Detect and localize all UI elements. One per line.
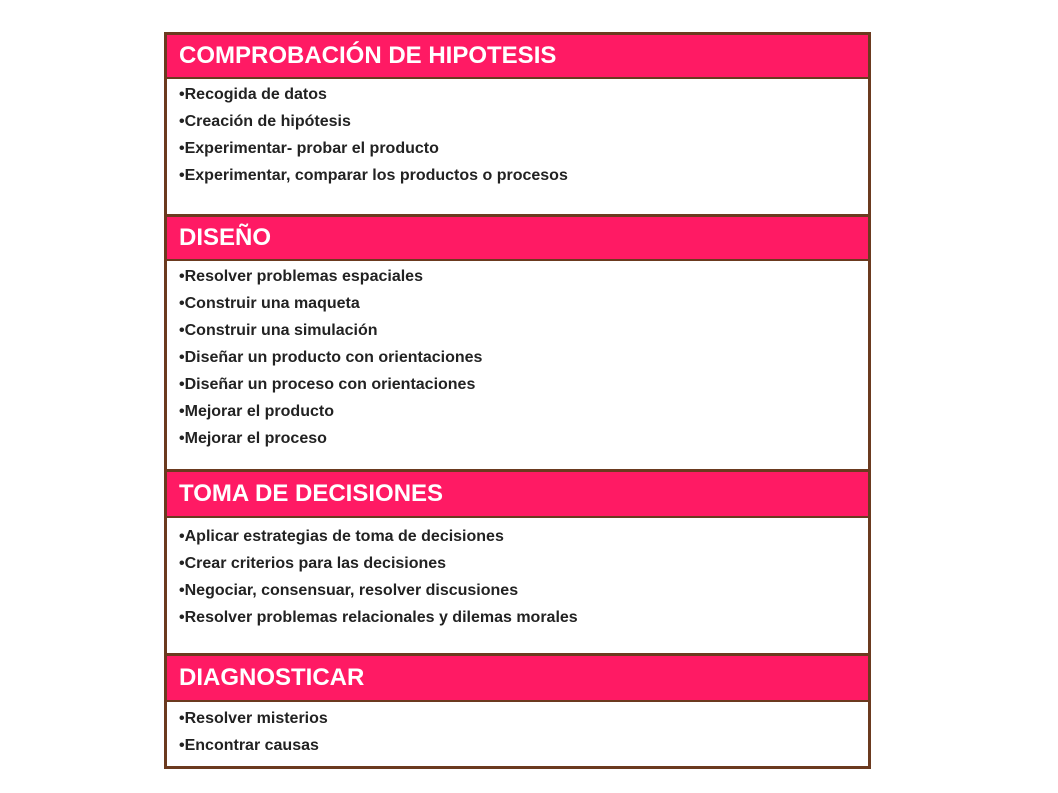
list-item: •Experimentar, comparar los productos o procesos	[179, 167, 568, 184]
list-item: •Crear criterios para las decisiones	[179, 555, 447, 572]
section-header-comprobacion: COMPROBACIÓN DE HIPOTESIS	[167, 35, 868, 79]
bullet-icon: •	[179, 710, 185, 727]
bullet-icon: •	[179, 113, 185, 130]
list-item: •Recogida de datos	[179, 86, 327, 103]
list-item: •Resolver problemas espaciales	[179, 268, 423, 285]
bullet-icon: •	[179, 86, 185, 103]
bullet-icon: •	[179, 528, 185, 545]
list-item: •Resolver problemas relacionales y dilemas morales	[179, 609, 578, 626]
bullet-icon: •	[179, 268, 185, 285]
bullet-icon: •	[179, 295, 185, 312]
list-item: •Diseñar un producto con orientaciones	[179, 349, 483, 366]
list-item: •Encontrar causas	[179, 737, 319, 754]
bullet-icon: •	[179, 555, 185, 572]
bullet-icon: •	[179, 737, 185, 754]
bullet-icon: •	[179, 403, 185, 420]
list-item: •Creación de hipótesis	[179, 113, 351, 130]
section-list-diseno	[167, 263, 868, 452]
section-list-toma-decisiones	[167, 523, 868, 631]
section-list-comprobacion	[167, 81, 868, 189]
bullet-icon: •	[179, 582, 185, 599]
list-item: •Resolver misterios	[179, 710, 328, 727]
bullet-icon: •	[179, 430, 185, 447]
section-header-diagnosticar: DIAGNOSTICAR	[167, 656, 868, 702]
bullet-icon: •	[179, 349, 185, 366]
bullet-icon: •	[179, 376, 185, 393]
list-item: •Experimentar- probar el producto	[179, 140, 439, 157]
bullet-icon: •	[179, 140, 185, 157]
section-header-toma-decisiones: TOMA DE DECISIONES	[167, 472, 868, 518]
list-item: •Mejorar el producto	[179, 403, 334, 420]
list-item: •Diseñar un proceso con orientaciones	[179, 376, 476, 393]
list-item: •Construir una maqueta	[179, 295, 360, 312]
section-header-diseno: DISEÑO	[167, 217, 868, 261]
section-list-diagnosticar	[167, 705, 868, 759]
list-item: •Negociar, consensuar, resolver discusiones	[179, 582, 519, 599]
activity-table	[164, 32, 871, 769]
bullet-icon: •	[179, 609, 185, 626]
list-item: •Construir una simulación	[179, 322, 378, 339]
bullet-icon: •	[179, 322, 185, 339]
list-item: •Mejorar el proceso	[179, 430, 327, 447]
bullet-icon: •	[179, 167, 185, 184]
list-item: •Aplicar estrategias de toma de decisiones	[179, 528, 504, 545]
